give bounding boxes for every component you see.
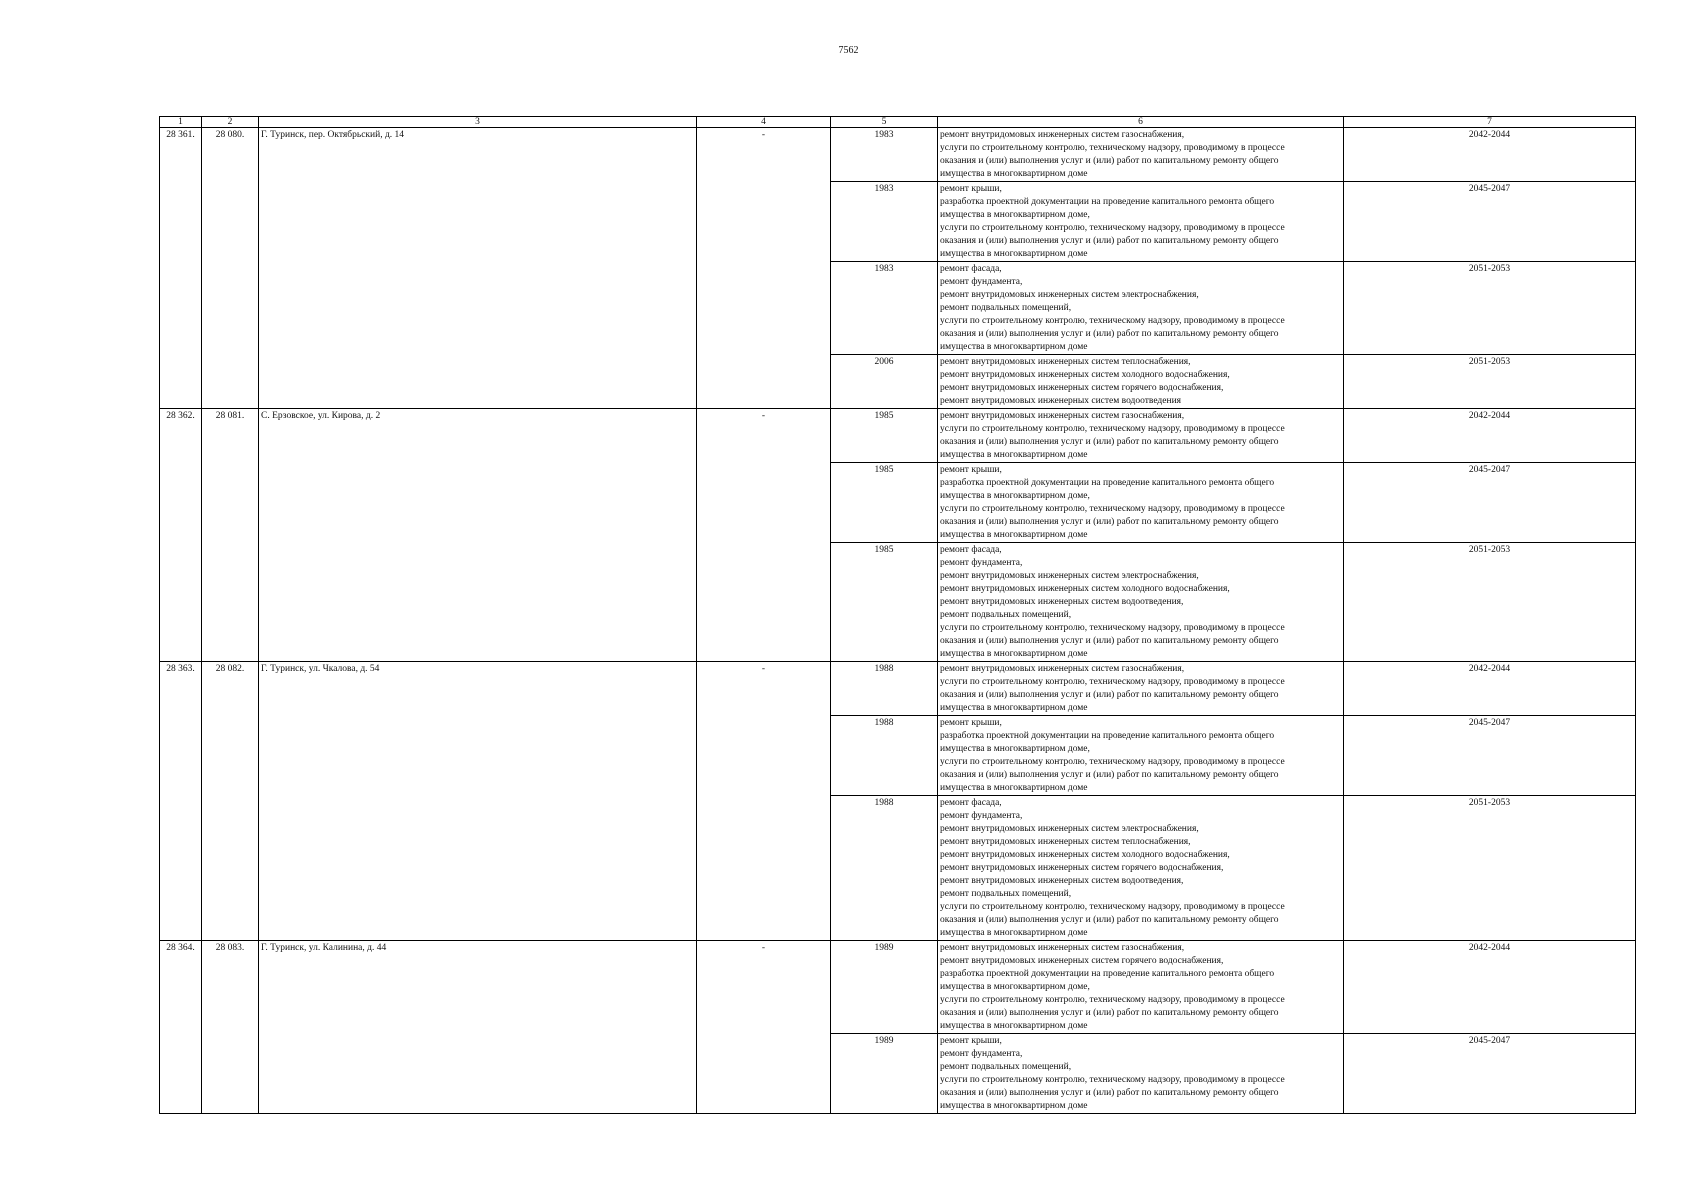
work-item: ремонт внутридомовых инженерных систем газоснабжения, <box>940 411 1185 421</box>
work-item: оказания и (или) выполнения услуг и (или) работ по капитальному ремонту общего <box>940 1088 1279 1098</box>
column-header-row <box>160 117 1636 128</box>
period-cell: 2042-2044 <box>1344 662 1636 716</box>
address-cell: С. Ерзовское, ул. Кирова, д. 2 <box>259 409 697 662</box>
year-cell: 1985 <box>831 543 938 662</box>
work-item: имущества в многоквартирном доме, <box>940 982 1090 992</box>
work-item: имущества в многоквартирном доме, <box>940 744 1090 754</box>
col4-cell: - <box>697 409 831 662</box>
record-number2-cell: 28 083. <box>202 941 259 1114</box>
work-item: ремонт внутридомовых инженерных систем теплоснабжения, <box>940 357 1191 367</box>
column-header: 5 <box>831 117 938 128</box>
col4-cell: - <box>697 662 831 941</box>
work-list-cell <box>938 941 1344 1034</box>
work-item: ремонт внутридомовых инженерных систем электроснабжения, <box>940 290 1199 300</box>
year-cell: 1989 <box>831 941 938 1034</box>
table-row <box>160 409 1636 463</box>
work-item: имущества в многоквартирном доме, <box>940 491 1090 501</box>
work-item: разработка проектной документации на проведение капитального ремонта общего <box>940 731 1275 741</box>
work-item: услуги по строительному контролю, техническому надзору, проводимому в процессе <box>940 316 1285 326</box>
period-cell: 2051-2053 <box>1344 543 1636 662</box>
work-item: оказания и (или) выполнения услуг и (или) работ по капитальному ремонту общего <box>940 156 1279 166</box>
work-item: ремонт внутридомовых инженерных систем холодного водоснабжения, <box>940 584 1230 594</box>
work-item: ремонт фасада, <box>940 264 1002 274</box>
work-item: имущества в многоквартирном доме <box>940 649 1088 659</box>
work-item: разработка проектной документации на проведение капитального ремонта общего <box>940 197 1275 207</box>
period-cell: 2045-2047 <box>1344 1034 1636 1114</box>
work-item: ремонт внутридомовых инженерных систем электроснабжения, <box>940 824 1199 834</box>
work-item: ремонт крыши, <box>940 1036 1002 1046</box>
period-cell: 2042-2044 <box>1344 128 1636 182</box>
work-item: имущества в многоквартирном доме, <box>940 210 1090 220</box>
work-list-cell <box>938 182 1344 262</box>
record-number-cell: 28 364. <box>160 941 202 1114</box>
record-number-cell: 28 363. <box>160 662 202 941</box>
year-cell: 2006 <box>831 355 938 409</box>
work-item: разработка проектной документации на проведение капитального ремонта общего <box>940 969 1275 979</box>
work-list-cell <box>938 662 1344 716</box>
work-item: ремонт внутридомовых инженерных систем газоснабжения, <box>940 130 1185 140</box>
year-cell: 1983 <box>831 182 938 262</box>
period-cell: 2051-2053 <box>1344 262 1636 355</box>
record-number-cell: 28 362. <box>160 409 202 662</box>
work-item: ремонт подвальных помещений, <box>940 889 1072 899</box>
column-header: 7 <box>1344 117 1636 128</box>
work-item: услуги по строительному контролю, техническому надзору, проводимому в процессе <box>940 143 1285 153</box>
work-item: услуги по строительному контролю, техническому надзору, проводимому в процессе <box>940 223 1285 233</box>
work-item: услуги по строительному контролю, техническому надзору, проводимому в процессе <box>940 757 1285 767</box>
work-item: ремонт внутридомовых инженерных систем холодного водоснабжения, <box>940 850 1230 860</box>
work-item: услуги по строительному контролю, техническому надзору, проводимому в процессе <box>940 504 1285 514</box>
work-item: оказания и (или) выполнения услуг и (или) работ по капитальному ремонту общего <box>940 517 1279 527</box>
year-cell: 1988 <box>831 796 938 941</box>
work-list-cell <box>938 262 1344 355</box>
work-list-cell <box>938 355 1344 409</box>
work-item: ремонт внутридомовых инженерных систем газоснабжения, <box>940 943 1185 953</box>
work-item: услуги по строительному контролю, техническому надзору, проводимому в процессе <box>940 677 1285 687</box>
work-item: разработка проектной документации на проведение капитального ремонта общего <box>940 478 1275 488</box>
work-item: ремонт подвальных помещений, <box>940 1062 1072 1072</box>
work-item: имущества в многоквартирном доме <box>940 342 1088 352</box>
work-item: ремонт крыши, <box>940 184 1002 194</box>
record-number2-cell: 28 080. <box>202 128 259 409</box>
period-cell: 2045-2047 <box>1344 716 1636 796</box>
work-item: ремонт фасада, <box>940 545 1002 555</box>
column-header: 6 <box>938 117 1344 128</box>
work-item: имущества в многоквартирном доме <box>940 249 1088 259</box>
work-item: ремонт крыши, <box>940 465 1002 475</box>
year-cell: 1988 <box>831 716 938 796</box>
work-item: ремонт внутридомовых инженерных систем теплоснабжения, <box>940 837 1191 847</box>
work-item: имущества в многоквартирном доме <box>940 783 1088 793</box>
work-item: ремонт подвальных помещений, <box>940 303 1072 313</box>
year-cell: 1983 <box>831 128 938 182</box>
work-list-cell <box>938 463 1344 543</box>
period-cell: 2042-2044 <box>1344 409 1636 463</box>
column-header: 4 <box>697 117 831 128</box>
work-item: ремонт фундамента, <box>940 277 1023 287</box>
work-list-cell <box>938 128 1344 182</box>
period-cell: 2051-2053 <box>1344 355 1636 409</box>
col4-cell: - <box>697 941 831 1114</box>
work-item: ремонт внутридомовых инженерных систем горячего водоснабжения, <box>940 956 1224 966</box>
work-item: имущества в многоквартирном доме <box>940 169 1088 179</box>
work-item: ремонт внутридомовых инженерных систем водоотведения, <box>940 597 1184 607</box>
work-item: ремонт подвальных помещений, <box>940 610 1072 620</box>
address-cell: Г. Туринск, ул. Калинина, д. 44 <box>259 941 697 1114</box>
table-row <box>160 128 1636 182</box>
work-item: услуги по строительному контролю, техническому надзору, проводимому в процессе <box>940 995 1285 1005</box>
work-item: имущества в многоквартирном доме <box>940 1101 1088 1111</box>
address-cell: Г. Туринск, ул. Чкалова, д. 54 <box>259 662 697 941</box>
period-cell: 2042-2044 <box>1344 941 1636 1034</box>
work-item: услуги по строительному контролю, техническому надзору, проводимому в процессе <box>940 902 1285 912</box>
period-cell: 2051-2053 <box>1344 796 1636 941</box>
record-number2-cell: 28 082. <box>202 662 259 941</box>
work-item: имущества в многоквартирном доме <box>940 530 1088 540</box>
work-list-cell <box>938 543 1344 662</box>
table-row <box>160 941 1636 1034</box>
col4-cell: - <box>697 128 831 409</box>
work-item: ремонт фундамента, <box>940 558 1023 568</box>
work-item: имущества в многоквартирном доме <box>940 450 1088 460</box>
work-item: имущества в многоквартирном доме <box>940 703 1088 713</box>
work-item: услуги по строительному контролю, техническому надзору, проводимому в процессе <box>940 424 1285 434</box>
year-cell: 1985 <box>831 409 938 463</box>
work-item: ремонт внутридомовых инженерных систем горячего водоснабжения, <box>940 383 1224 393</box>
table-row <box>160 662 1636 716</box>
work-item: ремонт фасада, <box>940 798 1002 808</box>
work-item: оказания и (или) выполнения услуг и (или) работ по капитальному ремонту общего <box>940 437 1279 447</box>
work-item: ремонт внутридомовых инженерных систем водоотведения, <box>940 876 1184 886</box>
period-cell: 2045-2047 <box>1344 182 1636 262</box>
work-item: услуги по строительному контролю, техническому надзору, проводимому в процессе <box>940 1075 1285 1085</box>
work-item: оказания и (или) выполнения услуг и (или) работ по капитальному ремонту общего <box>940 636 1279 646</box>
work-item: ремонт внутридомовых инженерных систем водоотведения <box>940 396 1182 406</box>
record-number-cell: 28 361. <box>160 128 202 409</box>
work-item: оказания и (или) выполнения услуг и (или) работ по капитальному ремонту общего <box>940 236 1279 246</box>
address-cell: Г. Туринск, пер. Октябрьский, д. 14 <box>259 128 697 409</box>
work-item: ремонт внутридомовых инженерных систем газоснабжения, <box>940 664 1185 674</box>
work-item: имущества в многоквартирном доме <box>940 1021 1088 1031</box>
record-number2-cell: 28 081. <box>202 409 259 662</box>
work-item: оказания и (или) выполнения услуг и (или) работ по капитальному ремонту общего <box>940 915 1279 925</box>
work-list-cell <box>938 409 1344 463</box>
work-item: оказания и (или) выполнения услуг и (или) работ по капитальному ремонту общего <box>940 1008 1279 1018</box>
column-header: 1 <box>160 117 202 128</box>
repair-schedule-table <box>159 116 1636 1114</box>
work-item: ремонт фундамента, <box>940 1049 1023 1059</box>
work-item: ремонт внутридомовых инженерных систем горячего водоснабжения, <box>940 863 1224 873</box>
work-item: оказания и (или) выполнения услуг и (или) работ по капитальному ремонту общего <box>940 690 1279 700</box>
column-header: 3 <box>259 117 697 128</box>
column-header: 2 <box>202 117 259 128</box>
work-item: имущества в многоквартирном доме <box>940 928 1088 938</box>
year-cell: 1983 <box>831 262 938 355</box>
period-cell: 2045-2047 <box>1344 463 1636 543</box>
page-number: 7562 <box>838 45 859 56</box>
work-item: ремонт внутридомовых инженерных систем электроснабжения, <box>940 571 1199 581</box>
work-list-cell <box>938 716 1344 796</box>
work-item: ремонт крыши, <box>940 718 1002 728</box>
work-item: ремонт фундамента, <box>940 811 1023 821</box>
work-item: оказания и (или) выполнения услуг и (или) работ по капитальному ремонту общего <box>940 770 1279 780</box>
year-cell: 1985 <box>831 463 938 543</box>
year-cell: 1989 <box>831 1034 938 1114</box>
table-body <box>160 128 1636 1114</box>
work-item: ремонт внутридомовых инженерных систем холодного водоснабжения, <box>940 370 1230 380</box>
work-item: услуги по строительному контролю, техническому надзору, проводимому в процессе <box>940 623 1285 633</box>
work-item: оказания и (или) выполнения услуг и (или) работ по капитальному ремонту общего <box>940 329 1279 339</box>
work-list-cell <box>938 796 1344 941</box>
year-cell: 1988 <box>831 662 938 716</box>
work-list-cell <box>938 1034 1344 1114</box>
